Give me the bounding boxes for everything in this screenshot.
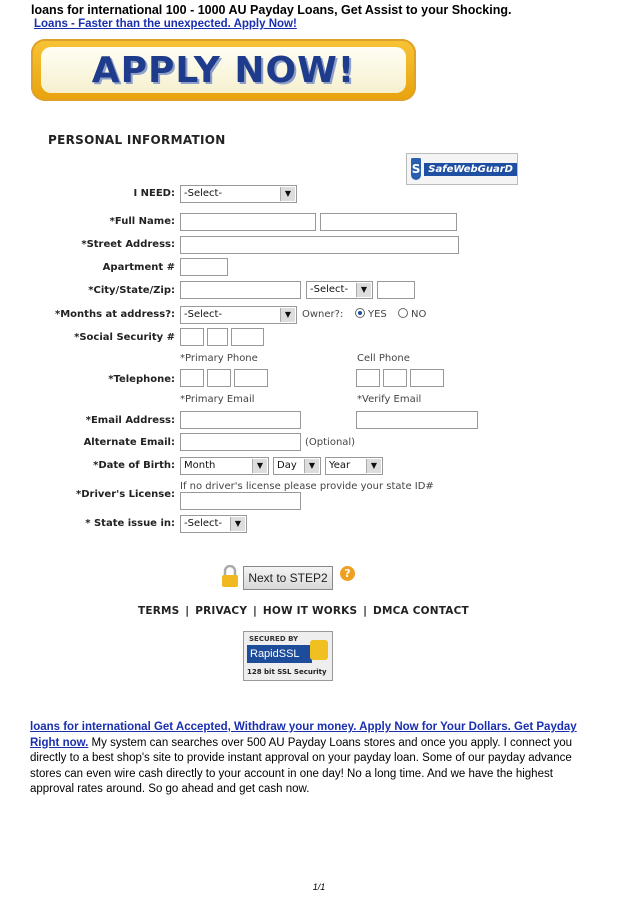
ssn-part-2[interactable] [207,328,228,346]
body-link[interactable]: loans for international Get Accepted, Withdraw your money. Apply Now for Your Dollars. Get Payday Right now. [30,721,577,749]
label-state-issue: * State issue in: [85,518,175,529]
body-text: My system can searches over 500 AU Payday Loans stores and once you apply. I connect you directly to a best shop's site to provide instant approval on your payday loan. Some of our payday advance stores can even wire cash directly to your account in one day! No a long time. And we have the highest approval rates around. So go ahead and get cash now. [30,736,573,795]
label-telephone: *Telephone: [108,374,175,385]
optional-note: (Optional) [305,437,356,448]
verify-email-label: *Verify Email [357,394,422,405]
license-input[interactable] [180,492,301,510]
label-months: *Months at address?: [55,309,175,320]
need-select[interactable]: -Select- ▼ [180,185,297,203]
label-need: I NEED: [133,188,175,199]
label-alt-email: Alternate Email: [83,437,175,448]
cell-phone-area[interactable] [356,369,380,387]
top-link[interactable]: Loans - Faster than the unexpected. Apply Now! [34,18,297,30]
ssn-part-3[interactable] [231,328,264,346]
email-input[interactable] [180,411,301,429]
ssn-part-1[interactable] [180,328,204,346]
chevron-down-icon: ▼ [356,283,371,297]
label-license: *Driver's License: [76,489,175,500]
terms-link[interactable]: TERMS [138,605,180,617]
street-input[interactable] [180,236,459,254]
chevron-down-icon: ▼ [230,517,245,531]
owner-no-label: NO [411,309,427,320]
dob-month-select[interactable]: Month ▼ [180,457,269,475]
state-select[interactable]: -Select- ▼ [306,281,373,299]
primary-phone-line[interactable] [234,369,268,387]
safewebguard-badge [406,153,518,185]
safewebguard-text: SafeWebGuarD [424,163,517,176]
dmca-contact-link[interactable]: DMCA CONTACT [373,605,469,617]
owner-no-radio[interactable] [398,308,408,318]
zip-input[interactable] [377,281,415,299]
primary-email-label: *Primary Email [180,394,255,405]
ssl-secured-text: SECURED BY [249,635,299,643]
apartment-input[interactable] [180,258,228,276]
privacy-link[interactable]: PRIVACY [195,605,248,617]
label-ssn: *Social Security # [74,332,175,343]
chevron-down-icon: ▼ [280,308,295,322]
last-name-input[interactable] [320,213,457,231]
label-city-state-zip: *City/State/Zip: [88,285,175,296]
city-input[interactable] [180,281,301,299]
chevron-down-icon: ▼ [280,187,295,201]
alt-email-input[interactable] [180,433,301,451]
ssl-bits-text: 128 bit SSL Security [247,668,327,676]
chevron-down-icon: ▼ [252,459,267,473]
label-apartment: Apartment # [102,262,175,273]
next-step-button[interactable]: Next to STEP2 [243,566,333,590]
label-full-name: *Full Name: [109,216,175,227]
body-paragraph [30,720,600,798]
cell-phone-line[interactable] [410,369,444,387]
help-icon[interactable]: ? [340,566,355,581]
how-it-works-link[interactable]: HOW IT WORKS [262,605,358,617]
ssl-brand-text: RapidSSL [247,645,312,663]
dob-day-select[interactable]: Day ▼ [273,457,321,475]
months-select[interactable]: -Select- ▼ [180,306,297,324]
verify-email-input[interactable] [356,411,478,429]
apply-now-banner[interactable] [31,39,416,101]
chevron-down-icon: ▼ [304,459,319,473]
license-note: If no driver's license please provide your state ID# [180,481,434,492]
owner-yes-radio[interactable] [355,308,365,318]
apply-now-text: APPLY NOW! [91,49,356,91]
owner-yes-label: YES [368,309,387,320]
primary-phone-label: *Primary Phone [180,353,258,364]
label-street: *Street Address: [81,239,175,250]
state-issue-select[interactable]: -Select- ▼ [180,515,247,533]
cell-phone-prefix[interactable] [383,369,407,387]
cell-phone-label: Cell Phone [357,353,410,364]
first-name-input[interactable] [180,213,316,231]
label-dob: *Date of Birth: [93,460,175,471]
section-title: PERSONAL INFORMATION [48,133,226,147]
label-email: *Email Address: [85,415,175,426]
dob-year-select[interactable]: Year ▼ [325,457,383,475]
page-number: 1/1 [312,882,326,892]
lock-icon [221,565,239,587]
page-title: loans for international 100 - 1000 AU Payday Loans, Get Assist to your Shocking. [31,3,512,17]
primary-phone-prefix[interactable] [207,369,231,387]
owner-label: Owner?: [302,309,344,320]
chevron-down-icon: ▼ [366,459,381,473]
rapidssl-badge [243,631,333,681]
padlock-icon [310,640,328,660]
primary-phone-area[interactable] [180,369,204,387]
shield-icon: S [411,158,421,180]
footer-links: TERMS | PRIVACY | HOW IT WORKS | DMCA CONTACT [138,605,469,617]
